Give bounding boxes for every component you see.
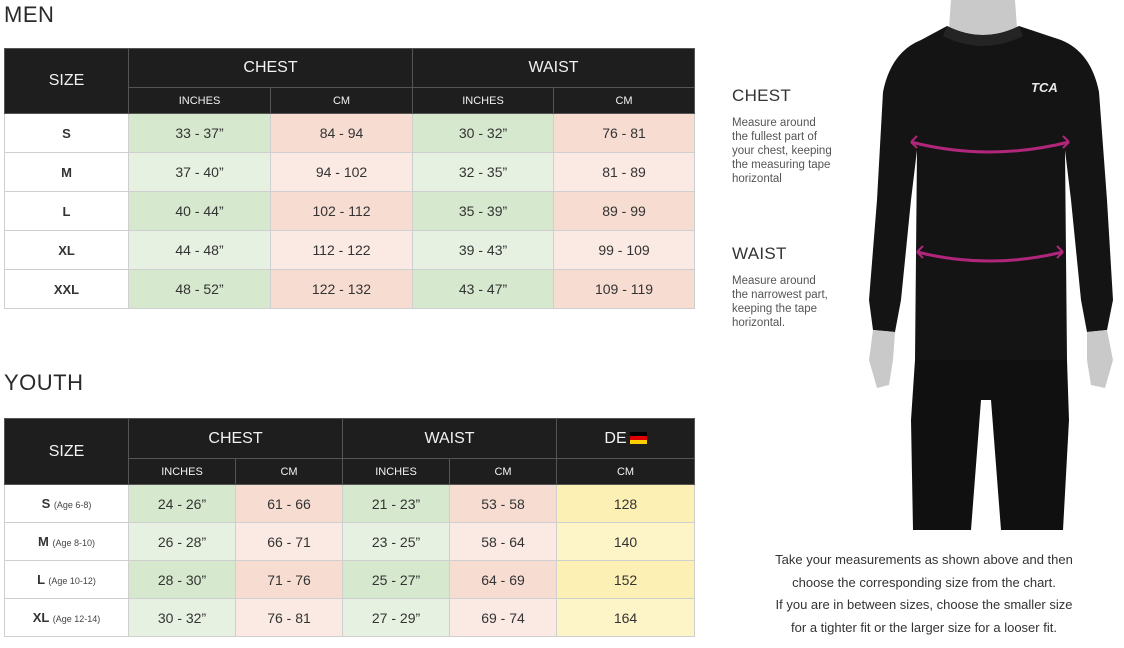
waist-desc-line: Measure around: [732, 275, 816, 287]
shirt: [869, 26, 1113, 360]
men-sub-waist-cm: CM: [554, 88, 695, 114]
size-label: S: [41, 496, 51, 511]
youth-size-table: [4, 418, 695, 637]
pants: [911, 360, 1069, 530]
waist-inches-cell: 21 - 23”: [343, 485, 450, 523]
youth-header-size: SIZE: [5, 419, 129, 485]
age-label: (Age 8-10): [52, 538, 95, 548]
chest-inches-cell: 37 - 40”: [129, 153, 271, 192]
size-label: XL: [32, 610, 50, 625]
youth-header-de: [557, 419, 695, 459]
size-cell: [5, 561, 129, 599]
note-line: Take your measurements as shown above and then: [775, 552, 1073, 567]
age-label: (Age 12-14): [52, 614, 101, 624]
youth-header-waist: WAIST: [343, 419, 557, 459]
table-row: [5, 485, 695, 523]
table-row: [5, 153, 695, 192]
waist-desc-line: the narrowest part,: [732, 289, 828, 301]
youth-sub-waist-cm: CM: [450, 459, 557, 485]
waist-cm-cell: 64 - 69: [450, 561, 557, 599]
waist-cm-cell: 76 - 81: [554, 114, 695, 153]
right-hand: [1087, 330, 1113, 388]
men-size-table: [4, 48, 695, 309]
size-cell: L: [5, 192, 129, 231]
men-sub-waist-inches: INCHES: [413, 88, 554, 114]
waist-inches-cell: 25 - 27”: [343, 561, 450, 599]
german-flag-icon: [630, 432, 647, 444]
chest-inches-cell: 24 - 26”: [129, 485, 236, 523]
de-cm-cell: 164: [557, 599, 695, 637]
size-cell: [5, 485, 129, 523]
chest-inches-cell: 33 - 37”: [129, 114, 271, 153]
men-header-waist: WAIST: [413, 49, 695, 88]
men-header-chest: CHEST: [129, 49, 413, 88]
table-row: [5, 523, 695, 561]
waist-cm-cell: 58 - 64: [450, 523, 557, 561]
size-cell: XL: [5, 231, 129, 270]
youth-sub-chest-inches: INCHES: [129, 459, 236, 485]
chest-guide-description: [732, 116, 832, 186]
chest-cm-cell: 84 - 94: [271, 114, 413, 153]
chest-inches-cell: 28 - 30”: [129, 561, 236, 599]
men-sub-chest-cm: CM: [271, 88, 413, 114]
table-row: [5, 561, 695, 599]
table-row: [5, 270, 695, 309]
chest-desc-line: horizontal: [732, 173, 782, 185]
youth-header-chest: CHEST: [129, 419, 343, 459]
left-hand: [869, 330, 895, 388]
youth-sub-chest-cm: CM: [236, 459, 343, 485]
note-line: choose the corresponding size from the chart.: [792, 574, 1056, 590]
chest-cm-cell: 76 - 81: [236, 599, 343, 637]
chest-cm-cell: 122 - 132: [271, 270, 413, 309]
chest-inches-cell: 44 - 48”: [129, 231, 271, 270]
waist-inches-cell: 43 - 47”: [413, 270, 554, 309]
waist-inches-cell: 23 - 25”: [343, 523, 450, 561]
de-label: DE: [604, 429, 627, 447]
chest-cm-cell: 61 - 66: [236, 485, 343, 523]
note-line: If you are in between sizes, choose the smaller size: [775, 597, 1073, 612]
chest-inches-cell: 40 - 44”: [129, 192, 271, 231]
de-cm-cell: 152: [557, 561, 695, 599]
measurement-instructions: [728, 549, 1120, 639]
table-row: [5, 599, 695, 637]
chest-cm-cell: 66 - 71: [236, 523, 343, 561]
chest-inches-cell: 48 - 52”: [129, 270, 271, 309]
waist-cm-cell: 69 - 74: [450, 599, 557, 637]
waist-cm-cell: 53 - 58: [450, 485, 557, 523]
size-cell: [5, 599, 129, 637]
men-sub-chest-inches: INCHES: [129, 88, 271, 114]
size-label: M: [38, 534, 49, 549]
chest-cm-cell: 94 - 102: [271, 153, 413, 192]
chest-inches-cell: 30 - 32”: [129, 599, 236, 637]
body-figure-illustration: [855, 0, 1124, 530]
chest-desc-line: the fullest part of: [732, 131, 818, 143]
size-cell: [5, 523, 129, 561]
de-cm-cell: 140: [557, 523, 695, 561]
table-row: [5, 114, 695, 153]
note-line: for a tighter fit or the larger size for a looser fit.: [791, 619, 1057, 635]
waist-guide-description: [732, 274, 828, 330]
waist-desc-line: keeping the tape: [732, 303, 818, 315]
chest-cm-cell: 112 - 122: [271, 231, 413, 270]
table-row: [5, 231, 695, 270]
chest-cm-cell: 102 - 112: [271, 192, 413, 231]
chest-guide-title: CHEST: [732, 86, 792, 105]
age-label: (Age 6-8): [53, 500, 92, 510]
waist-cm-cell: 99 - 109: [554, 231, 695, 270]
youth-sub-waist-inches: INCHES: [343, 459, 450, 485]
de-cm-cell: 128: [557, 485, 695, 523]
waist-inches-cell: 32 - 35”: [413, 153, 554, 192]
men-header-size: SIZE: [5, 49, 129, 114]
age-label: (Age 10-12): [48, 576, 96, 586]
table-row: [5, 192, 695, 231]
waist-cm-cell: 109 - 119: [554, 270, 695, 309]
brand-logo: TCA: [1031, 80, 1058, 95]
chest-inches-cell: 26 - 28”: [129, 523, 236, 561]
men-title: MEN: [4, 2, 55, 27]
waist-inches-cell: 30 - 32”: [413, 114, 554, 153]
size-cell: XXL: [5, 270, 129, 309]
size-cell: M: [5, 153, 129, 192]
chest-cm-cell: 71 - 76: [236, 561, 343, 599]
waist-guide-title: WAIST: [732, 244, 787, 263]
chest-desc-line: your chest, keeping: [732, 145, 832, 157]
size-label: L: [37, 572, 45, 587]
size-cell: S: [5, 114, 129, 153]
youth-title: YOUTH: [4, 370, 84, 395]
waist-cm-cell: 89 - 99: [554, 192, 695, 231]
chest-desc-line: Measure around: [732, 117, 816, 129]
waist-desc-line: horizontal.: [732, 317, 786, 329]
waist-inches-cell: 39 - 43”: [413, 231, 554, 270]
waist-cm-cell: 81 - 89: [554, 153, 695, 192]
chest-desc-line: the measuring tape: [732, 159, 831, 171]
youth-sub-de-cm: CM: [557, 459, 695, 485]
waist-inches-cell: 35 - 39”: [413, 192, 554, 231]
waist-inches-cell: 27 - 29”: [343, 599, 450, 637]
